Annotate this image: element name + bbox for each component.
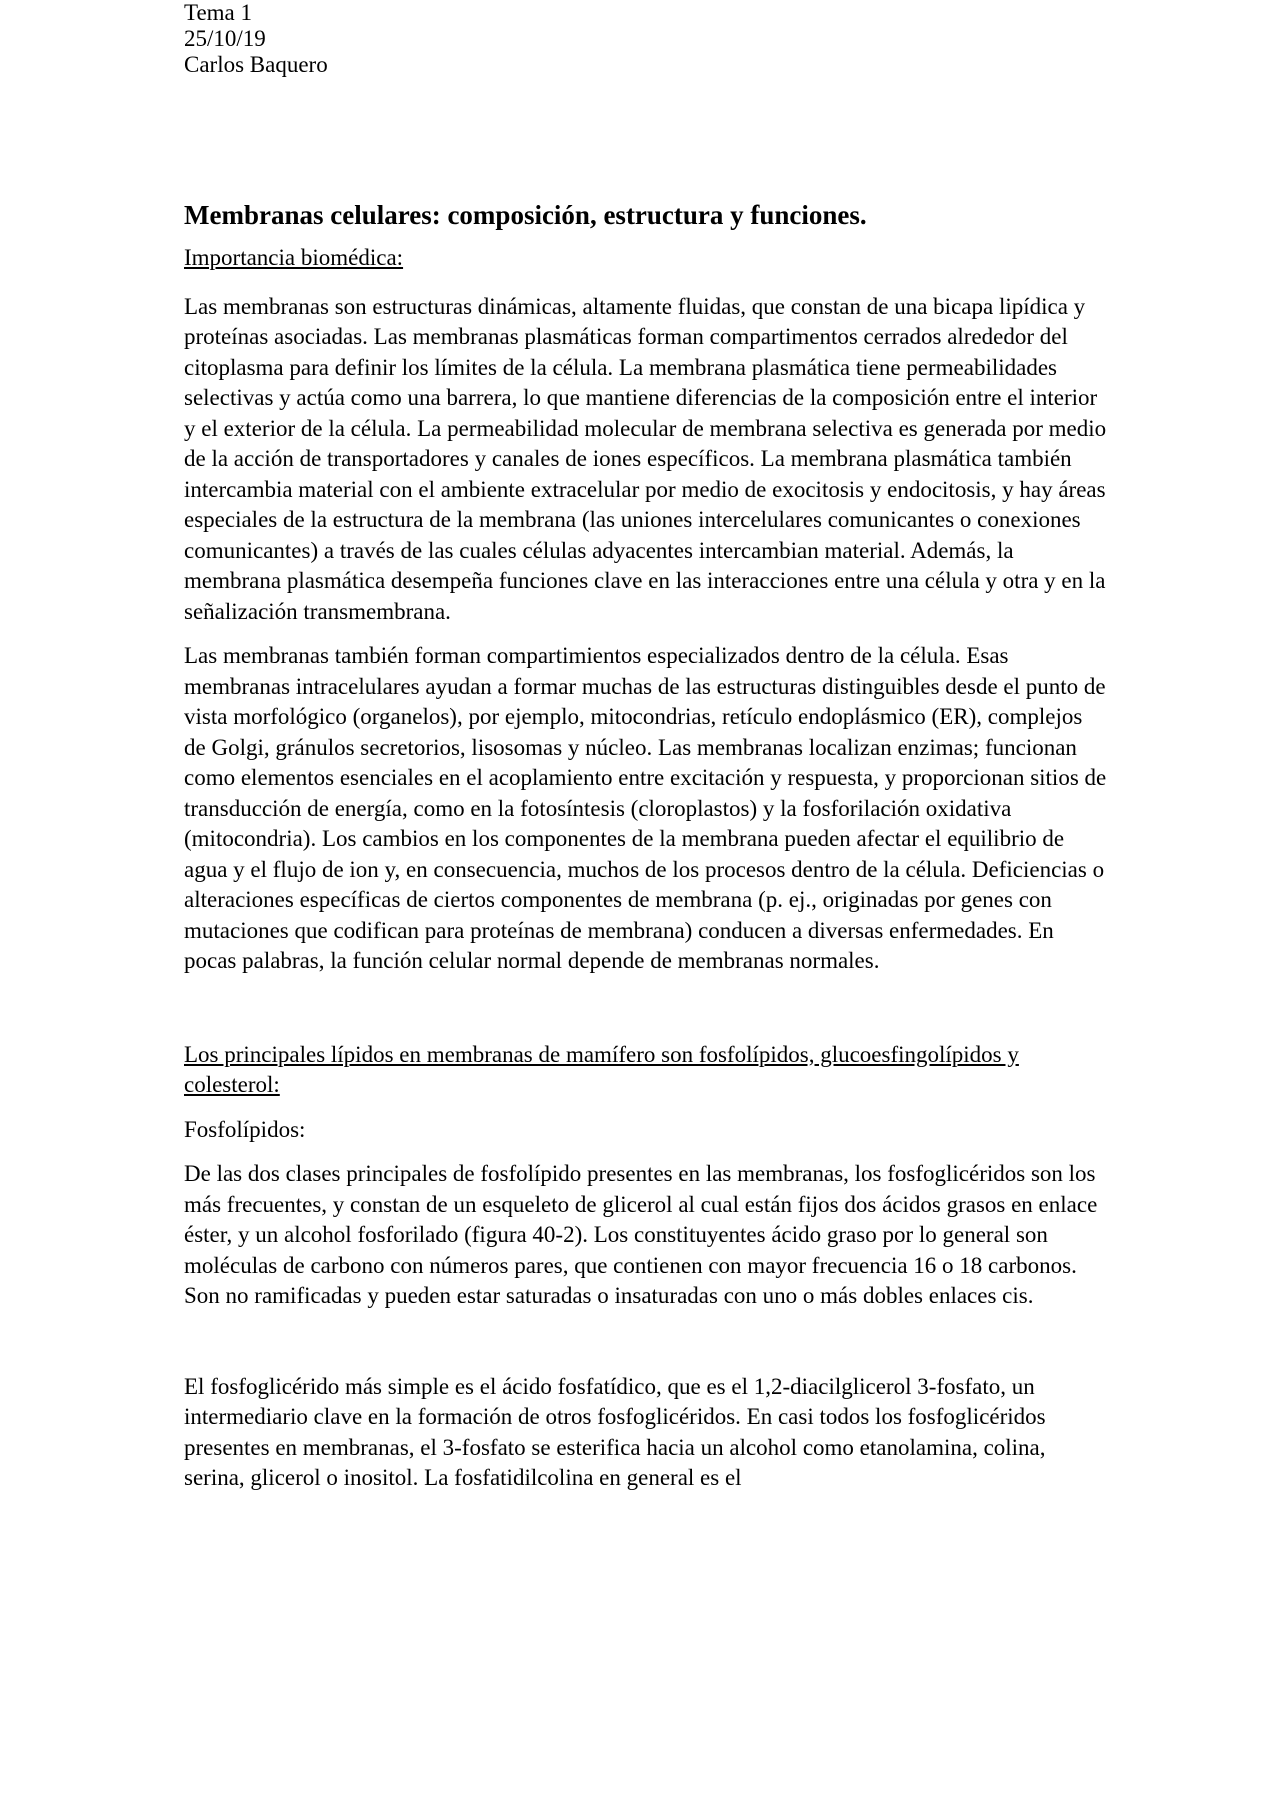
header-author: Carlos Baquero (184, 52, 328, 77)
paragraph-acido-fosfatidico: El fosfoglicérido más simple es el ácido fosfatídico, que es el 1,2-diacilglicerol 3-fosfato, un intermediario clave en la formación de otros fosfoglicéridos. En casi todos los fosfoglicéridos presentes en membranas, el 3-fosfato se esterifica hacia un alcohol como etanolamina, colina, serina, glicerol o inositol. La fosfatidilcolina en general es el (184, 1373, 1046, 1490)
paragraph-fosfogliceridos: De las dos clases principales de fosfolípido presentes en las membranas, los fosfoglicéridos son los más frecuentes, y constan de un esqueleto de glicerol al cual están fijos dos ácidos grasos en enlace éster, y un alcohol fosforilado (figura 40-2). Los constituyentes ácido graso por lo general son moléculas de carbono con números pares, que contienen con mayor frecuencia 16 o 18 carbonos. Son no ramificadas y pueden estar saturadas o insaturadas con uno o más dobles enlaces cis. (184, 1161, 1098, 1308)
header-topic: Tema 1 (184, 0, 253, 25)
paragraph-compartimientos: Las membranas también forman compartimientos especializados dentro de la célula. Esas membranas intracelulares ayudan a formar muchas de las estructuras distinguibles desde el punto de vista morfológico (organelos), por ejemplo, mitocondrias, retículo endoplásmico (ER), complejos de Golgi, gránulos secretorios, lisosomas y núcleo. Las membranas localizan enzimas; funcionan como elementos esenciales en el acoplamiento entre excitación y respuesta, y proporcionan sitios de transducción de energía, como en la fotosíntesis (cloroplastos) y la fosforilación oxidativa (mitocondria). Los cambios en los componentes de la membrana pueden afectar el equilibrio de agua y el flujo de ion y, en consecuencia, muchos de los procesos dentro de la célula. Deficiencias o alteraciones específicas de ciertos componentes de membrana (p. ej., originadas por genes con mutaciones que codifican para proteínas de membrana) conducen a diversas enfermedades. En pocas palabras, la función celular normal depende de membranas normales. (184, 643, 1107, 973)
subheading-fosfolipidos: Fosfolípidos: (184, 1116, 306, 1142)
document-header (184, 0, 328, 78)
document-body (184, 195, 1109, 1494)
header-date: 25/10/19 (184, 26, 266, 51)
paragraph-membranas-dinamicas: Las membranas son estructuras dinámicas, altamente fluidas, que constan de una bicapa lipídica y proteínas asociadas. Las membranas plasmáticas forman compartimentos cerrados alrededor del citoplasma para definir los límites de la célula. La membrana plasmática tiene permeabilidades selectivas y actúa como una barrera, lo que mantiene diferencias de la composición entre el interior y el exterior de la célula. La permeabilidad molecular de membrana selectiva es generada por medio de la acción de transportadores y canales de iones específicos. La membrana plasmática también intercambia material con el ambiente extracelular por medio de exocitosis y endocitosis, y hay áreas especiales de la estructura de la membrana (las uniones intercelulares comunicantes o conexiones comunicantes) a través de las cuales células adyacentes intercambian material. Además, la membrana plasmática desempeña funciones clave en las interacciones entre una célula y otra y en la señalización transmembrana. (184, 293, 1107, 624)
document-title: Membranas celulares: composición, estructura y funciones. (184, 200, 867, 230)
section-heading-importancia: Importancia biomédica: (184, 245, 404, 270)
section-heading-lipidos: Los principales lípidos en membranas de mamífero son fosfolípidos, glucoesfingolípidos y colesterol: (184, 1041, 1019, 1097)
